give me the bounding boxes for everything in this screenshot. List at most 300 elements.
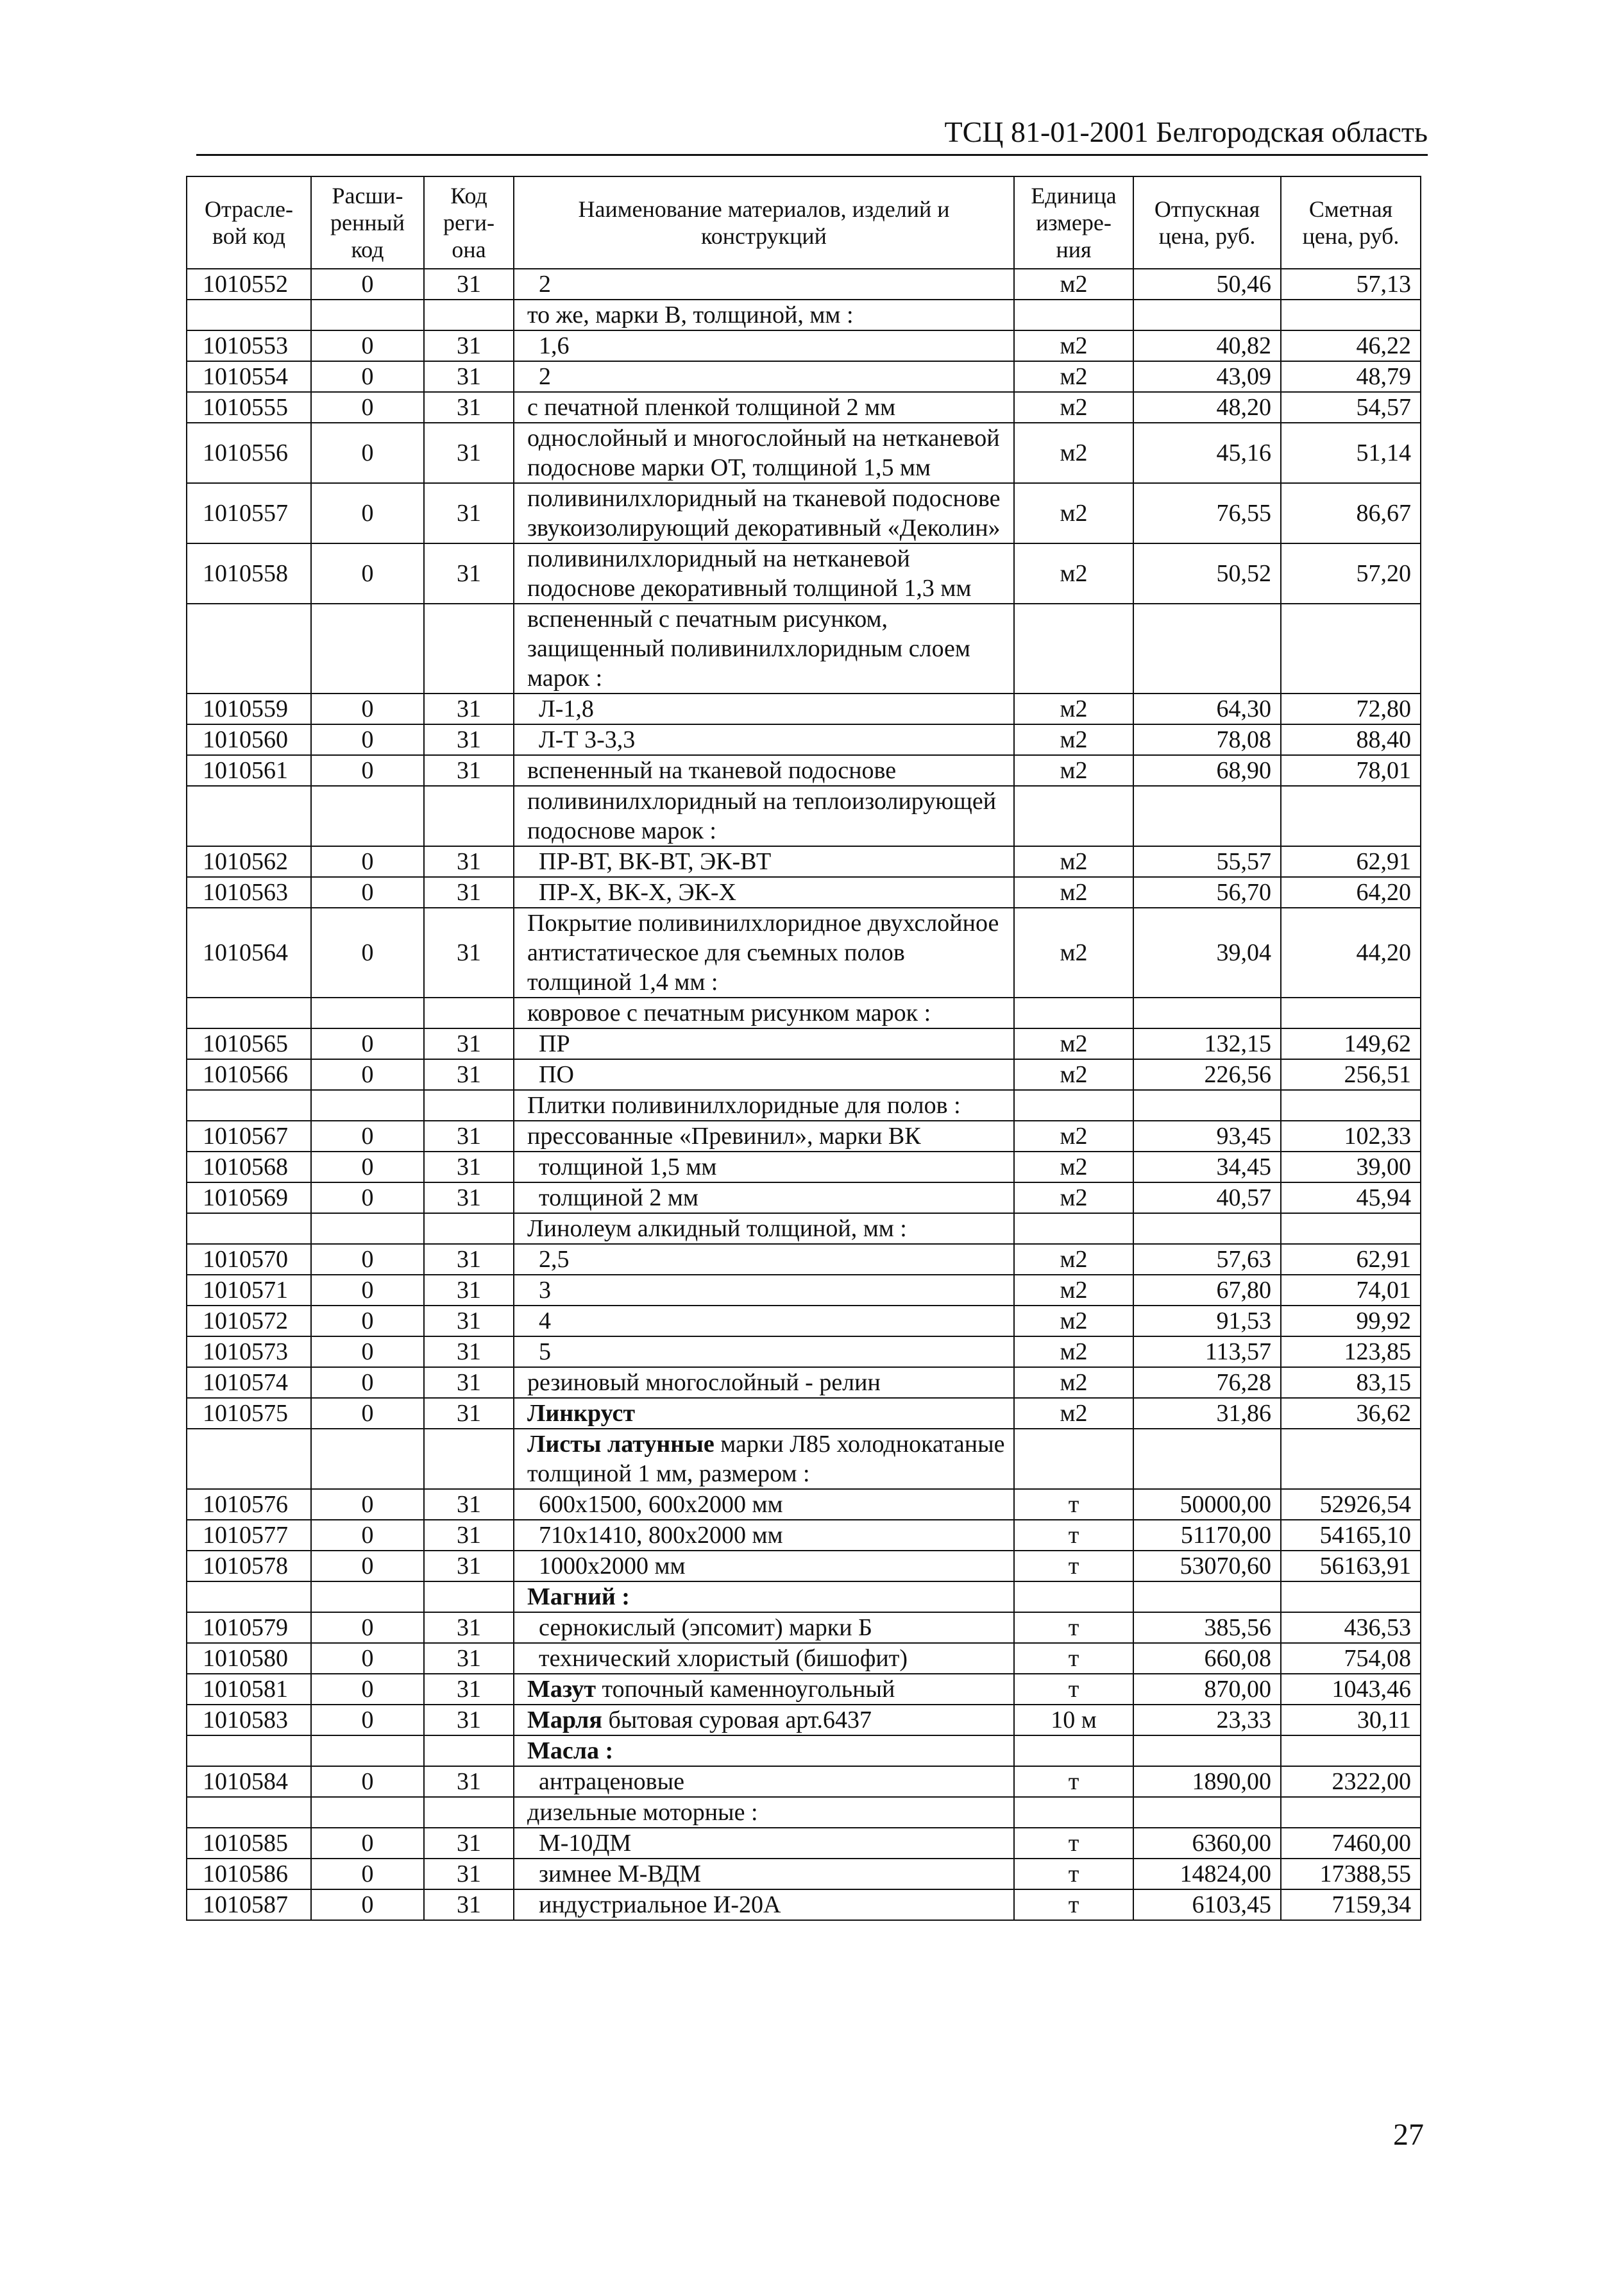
table-header-row <box>187 176 1421 269</box>
cell-release-price <box>1133 1213 1281 1244</box>
cell-extended-code: 0 <box>311 330 424 361</box>
cell-region-code: 31 <box>424 1766 514 1797</box>
cell-name: 2,5 <box>514 1244 1014 1275</box>
cell-name-bold: Листы латунные <box>527 1431 715 1458</box>
cell-extended-code <box>311 1090 424 1121</box>
cell-extended-code: 0 <box>311 1489 424 1520</box>
cell-unit: м2 <box>1014 1182 1133 1213</box>
table-row <box>187 724 1421 755</box>
cell-extended-code: 0 <box>311 1674 424 1705</box>
cell-unit: т <box>1014 1551 1133 1581</box>
cell-estimate-price <box>1281 604 1421 694</box>
cell-release-price: 226,56 <box>1133 1059 1281 1090</box>
cell-estimate-price: 754,08 <box>1281 1643 1421 1674</box>
table-row <box>187 269 1421 300</box>
cell-name: 2 <box>514 361 1014 392</box>
table-row <box>187 1429 1421 1489</box>
cell-unit: м2 <box>1014 392 1133 423</box>
cell-code <box>187 1581 311 1612</box>
cell-extended-code: 0 <box>311 1551 424 1581</box>
cell-code: 1010559 <box>187 694 311 724</box>
cell-unit: м2 <box>1014 724 1133 755</box>
cell-region-code: 31 <box>424 1367 514 1398</box>
cell-name-rest: бытовая суровая арт.6437 <box>602 1707 872 1733</box>
cell-unit: т <box>1014 1612 1133 1643</box>
table-row <box>187 604 1421 694</box>
cell-name: 1000х2000 мм <box>514 1551 1014 1581</box>
cell-release-price <box>1133 1429 1281 1489</box>
cell-estimate-price: 78,01 <box>1281 755 1421 786</box>
table-row <box>187 1059 1421 1090</box>
cell-name: ПР <box>514 1028 1014 1059</box>
table-row <box>187 1213 1421 1244</box>
cell-unit <box>1014 1213 1133 1244</box>
table-row <box>187 998 1421 1028</box>
table-row <box>187 361 1421 392</box>
table-row <box>187 1735 1421 1766</box>
cell-extended-code: 0 <box>311 1152 424 1182</box>
cell-code <box>187 1797 311 1828</box>
cell-unit: м2 <box>1014 1275 1133 1306</box>
cell-release-price <box>1133 604 1281 694</box>
cell-code: 1010573 <box>187 1336 311 1367</box>
cell-code: 1010558 <box>187 543 311 604</box>
cell-unit <box>1014 786 1133 846</box>
cell-name: вспененный на тканевой подоснове <box>514 755 1014 786</box>
cell-release-price: 40,82 <box>1133 330 1281 361</box>
cell-region-code: 31 <box>424 361 514 392</box>
cell-release-price <box>1133 786 1281 846</box>
cell-name-bold: Мазут <box>527 1676 596 1703</box>
cell-estimate-price: 54,57 <box>1281 392 1421 423</box>
cell-extended-code: 0 <box>311 1828 424 1859</box>
table-row <box>187 1028 1421 1059</box>
cell-name: ковровое с печатным рисунком марок : <box>514 998 1014 1028</box>
cell-unit: м2 <box>1014 1152 1133 1182</box>
cell-estimate-price: 99,92 <box>1281 1306 1421 1336</box>
cell-name: резиновый многослойный - релин <box>514 1367 1014 1398</box>
cell-code: 1010586 <box>187 1859 311 1889</box>
table-row <box>187 755 1421 786</box>
cell-region-code: 31 <box>424 724 514 755</box>
table-row <box>187 1398 1421 1429</box>
column-header-release-price: Отпускная цена, руб. <box>1133 176 1281 269</box>
cell-name: то же, марки В, толщиной, мм : <box>514 300 1014 330</box>
cell-extended-code: 0 <box>311 392 424 423</box>
cell-unit: м2 <box>1014 1059 1133 1090</box>
cell-unit: т <box>1014 1766 1133 1797</box>
cell-release-price <box>1133 998 1281 1028</box>
cell-estimate-price: 7460,00 <box>1281 1828 1421 1859</box>
cell-estimate-price: 88,40 <box>1281 724 1421 755</box>
cell-code <box>187 300 311 330</box>
cell-release-price: 40,57 <box>1133 1182 1281 1213</box>
cell-code <box>187 786 311 846</box>
cell-code: 1010576 <box>187 1489 311 1520</box>
cell-code <box>187 1735 311 1766</box>
table-row <box>187 1520 1421 1551</box>
cell-name <box>514 1429 1014 1489</box>
cell-name: дизельные моторные : <box>514 1797 1014 1828</box>
cell-release-price: 39,04 <box>1133 908 1281 998</box>
cell-unit <box>1014 604 1133 694</box>
cell-estimate-price <box>1281 1213 1421 1244</box>
cell-name-bold: Линкруст <box>527 1400 635 1427</box>
cell-name: Плитки поливинилхлоридные для полов : <box>514 1090 1014 1121</box>
cell-release-price: 6360,00 <box>1133 1828 1281 1859</box>
cell-name-bold: Масла : <box>527 1737 614 1764</box>
table-row <box>187 1766 1421 1797</box>
cell-region-code: 31 <box>424 755 514 786</box>
cell-estimate-price: 74,01 <box>1281 1275 1421 1306</box>
cell-extended-code: 0 <box>311 1059 424 1090</box>
cell-estimate-price <box>1281 1797 1421 1828</box>
cell-extended-code: 0 <box>311 423 424 483</box>
cell-release-price: 660,08 <box>1133 1643 1281 1674</box>
cell-estimate-price: 51,14 <box>1281 423 1421 483</box>
cell-region-code <box>424 604 514 694</box>
cell-unit <box>1014 1090 1133 1121</box>
cell-code: 1010584 <box>187 1766 311 1797</box>
cell-code: 1010566 <box>187 1059 311 1090</box>
cell-extended-code: 0 <box>311 1643 424 1674</box>
cell-name <box>514 1398 1014 1429</box>
table-row <box>187 1367 1421 1398</box>
cell-release-price: 68,90 <box>1133 755 1281 786</box>
table-row <box>187 846 1421 877</box>
page-number: 27 <box>1393 2118 1424 2152</box>
cell-estimate-price: 45,94 <box>1281 1182 1421 1213</box>
table-row <box>187 392 1421 423</box>
cell-extended-code: 0 <box>311 724 424 755</box>
cell-region-code: 31 <box>424 1028 514 1059</box>
cell-name-bold: Магний : <box>527 1583 630 1610</box>
cell-unit <box>1014 300 1133 330</box>
cell-name: 3 <box>514 1275 1014 1306</box>
cell-name: однослойный и многослойный на нетканевой подоснове марки ОТ, толщиной 1,5 мм <box>514 423 1014 483</box>
cell-code: 1010579 <box>187 1612 311 1643</box>
cell-code: 1010583 <box>187 1705 311 1735</box>
cell-code: 1010574 <box>187 1367 311 1398</box>
cell-name: ПР-ВТ, ВК-ВТ, ЭК-ВТ <box>514 846 1014 877</box>
cell-name: индустриальное И-20А <box>514 1889 1014 1920</box>
cell-region-code: 31 <box>424 1828 514 1859</box>
cell-code: 1010569 <box>187 1182 311 1213</box>
cell-name: с печатной пленкой толщиной 2 мм <box>514 392 1014 423</box>
cell-extended-code <box>311 1735 424 1766</box>
cell-estimate-price: 48,79 <box>1281 361 1421 392</box>
cell-code: 1010563 <box>187 877 311 908</box>
cell-unit: м2 <box>1014 1367 1133 1398</box>
table-row <box>187 330 1421 361</box>
cell-name: ПР-Х, ВК-Х, ЭК-Х <box>514 877 1014 908</box>
cell-extended-code: 0 <box>311 361 424 392</box>
cell-estimate-price: 2322,00 <box>1281 1766 1421 1797</box>
cell-name: 2 <box>514 269 1014 300</box>
cell-release-price: 57,63 <box>1133 1244 1281 1275</box>
column-header-extended-code: Расши-ренный код <box>311 176 424 269</box>
cell-extended-code: 0 <box>311 1028 424 1059</box>
cell-extended-code: 0 <box>311 1520 424 1551</box>
cell-name <box>514 1705 1014 1735</box>
cell-code: 1010585 <box>187 1828 311 1859</box>
cell-release-price: 1890,00 <box>1133 1766 1281 1797</box>
table-row <box>187 1674 1421 1705</box>
cell-extended-code: 0 <box>311 1705 424 1735</box>
cell-extended-code: 0 <box>311 543 424 604</box>
cell-code: 1010555 <box>187 392 311 423</box>
cell-code: 1010565 <box>187 1028 311 1059</box>
cell-extended-code <box>311 1797 424 1828</box>
cell-region-code: 31 <box>424 269 514 300</box>
table-row <box>187 1121 1421 1152</box>
cell-region-code <box>424 1090 514 1121</box>
cell-release-price: 55,57 <box>1133 846 1281 877</box>
cell-name-rest: марки Л85 холоднокатаные толщиной 1 мм, размером : <box>527 1431 1005 1487</box>
cell-extended-code: 0 <box>311 1612 424 1643</box>
table-row <box>187 1152 1421 1182</box>
cell-region-code: 31 <box>424 1121 514 1152</box>
cell-code: 1010575 <box>187 1398 311 1429</box>
cell-release-price <box>1133 1090 1281 1121</box>
cell-name: зимнее М-ВДМ <box>514 1859 1014 1889</box>
cell-release-price: 23,33 <box>1133 1705 1281 1735</box>
cell-region-code: 31 <box>424 1398 514 1429</box>
cell-unit: т <box>1014 1828 1133 1859</box>
cell-region-code: 31 <box>424 1889 514 1920</box>
cell-unit: т <box>1014 1859 1133 1889</box>
cell-unit: м2 <box>1014 908 1133 998</box>
cell-region-code <box>424 998 514 1028</box>
cell-release-price: 51170,00 <box>1133 1520 1281 1551</box>
cell-release-price: 34,45 <box>1133 1152 1281 1182</box>
cell-code: 1010557 <box>187 483 311 543</box>
cell-code: 1010578 <box>187 1551 311 1581</box>
cell-estimate-price: 102,33 <box>1281 1121 1421 1152</box>
cell-region-code <box>424 1797 514 1828</box>
cell-release-price <box>1133 1797 1281 1828</box>
cell-unit: м2 <box>1014 755 1133 786</box>
cell-extended-code: 0 <box>311 1367 424 1398</box>
cell-name <box>514 1735 1014 1766</box>
cell-release-price <box>1133 1735 1281 1766</box>
cell-region-code <box>424 786 514 846</box>
cell-name-rest: топочный каменноугольный <box>596 1676 895 1703</box>
table-row <box>187 1489 1421 1520</box>
cell-name: Покрытие поливинилхлоридное двухслойное антистатическое для съемных полов толщиной 1,4 мм : <box>514 908 1014 998</box>
table-row <box>187 483 1421 543</box>
cell-code <box>187 1090 311 1121</box>
cell-name: толщиной 1,5 мм <box>514 1152 1014 1182</box>
cell-name: сернокислый (эпсомит) марки Б <box>514 1612 1014 1643</box>
cell-region-code: 31 <box>424 1182 514 1213</box>
cell-code <box>187 998 311 1028</box>
cell-extended-code: 0 <box>311 908 424 998</box>
cell-code <box>187 604 311 694</box>
cell-region-code: 31 <box>424 1674 514 1705</box>
cell-estimate-price: 436,53 <box>1281 1612 1421 1643</box>
cell-unit: м2 <box>1014 1306 1133 1336</box>
cell-estimate-price: 44,20 <box>1281 908 1421 998</box>
cell-estimate-price: 62,91 <box>1281 1244 1421 1275</box>
cell-release-price: 64,30 <box>1133 694 1281 724</box>
cell-name <box>514 1581 1014 1612</box>
cell-name <box>514 1674 1014 1705</box>
cell-estimate-price <box>1281 1735 1421 1766</box>
cell-estimate-price: 57,13 <box>1281 269 1421 300</box>
table-row <box>187 786 1421 846</box>
cell-extended-code <box>311 1213 424 1244</box>
cell-name: 1,6 <box>514 330 1014 361</box>
cell-release-price: 6103,45 <box>1133 1889 1281 1920</box>
table-row <box>187 423 1421 483</box>
cell-unit: м2 <box>1014 423 1133 483</box>
cell-unit: м2 <box>1014 361 1133 392</box>
cell-code: 1010552 <box>187 269 311 300</box>
cell-name: технический хлористый (бишофит) <box>514 1643 1014 1674</box>
cell-name: антраценовые <box>514 1766 1014 1797</box>
column-header-code: Отрасле-вой код <box>187 176 311 269</box>
cell-region-code: 31 <box>424 330 514 361</box>
table-row <box>187 543 1421 604</box>
cell-release-price: 385,56 <box>1133 1612 1281 1643</box>
table-row <box>187 1306 1421 1336</box>
cell-region-code: 31 <box>424 877 514 908</box>
cell-code: 1010556 <box>187 423 311 483</box>
cell-unit: м2 <box>1014 1398 1133 1429</box>
cell-estimate-price: 1043,46 <box>1281 1674 1421 1705</box>
cell-region-code <box>424 1735 514 1766</box>
cell-code: 1010553 <box>187 330 311 361</box>
table-row <box>187 1705 1421 1735</box>
cell-code: 1010554 <box>187 361 311 392</box>
cell-region-code <box>424 1429 514 1489</box>
cell-estimate-price <box>1281 300 1421 330</box>
cell-region-code: 31 <box>424 694 514 724</box>
cell-unit: м2 <box>1014 694 1133 724</box>
cell-estimate-price: 149,62 <box>1281 1028 1421 1059</box>
cell-release-price: 76,28 <box>1133 1367 1281 1398</box>
cell-estimate-price: 57,20 <box>1281 543 1421 604</box>
cell-unit: м2 <box>1014 330 1133 361</box>
cell-extended-code: 0 <box>311 1398 424 1429</box>
cell-release-price: 91,53 <box>1133 1306 1281 1336</box>
cell-code: 1010568 <box>187 1152 311 1182</box>
cell-extended-code: 0 <box>311 846 424 877</box>
cell-estimate-price <box>1281 1581 1421 1612</box>
cell-code: 1010567 <box>187 1121 311 1152</box>
cell-release-price: 31,86 <box>1133 1398 1281 1429</box>
cell-unit: м2 <box>1014 483 1133 543</box>
cell-release-price: 50,52 <box>1133 543 1281 604</box>
cell-extended-code: 0 <box>311 694 424 724</box>
column-header-region-code: Код реги-она <box>424 176 514 269</box>
cell-estimate-price <box>1281 998 1421 1028</box>
column-header-estimate-price: Сметная цена, руб. <box>1281 176 1421 269</box>
table-row <box>187 1859 1421 1889</box>
cell-release-price: 14824,00 <box>1133 1859 1281 1889</box>
cell-extended-code: 0 <box>311 1275 424 1306</box>
cell-name: 710х1410, 800х2000 мм <box>514 1520 1014 1551</box>
cell-unit <box>1014 1797 1133 1828</box>
cell-region-code: 31 <box>424 1244 514 1275</box>
table-row <box>187 1275 1421 1306</box>
cell-release-price: 67,80 <box>1133 1275 1281 1306</box>
cell-region-code <box>424 1213 514 1244</box>
price-table <box>186 176 1421 1921</box>
cell-unit: м2 <box>1014 1028 1133 1059</box>
cell-name: Л-Т 3-3,3 <box>514 724 1014 755</box>
cell-release-price: 45,16 <box>1133 423 1281 483</box>
table-row <box>187 1889 1421 1920</box>
cell-unit <box>1014 998 1133 1028</box>
cell-unit: м2 <box>1014 1244 1133 1275</box>
cell-estimate-price: 46,22 <box>1281 330 1421 361</box>
cell-name: ПО <box>514 1059 1014 1090</box>
cell-region-code: 31 <box>424 483 514 543</box>
cell-release-price: 48,20 <box>1133 392 1281 423</box>
cell-code: 1010570 <box>187 1244 311 1275</box>
cell-unit: т <box>1014 1643 1133 1674</box>
cell-code: 1010580 <box>187 1643 311 1674</box>
cell-extended-code <box>311 1429 424 1489</box>
cell-region-code <box>424 1581 514 1612</box>
cell-estimate-price: 72,80 <box>1281 694 1421 724</box>
cell-region-code: 31 <box>424 1152 514 1182</box>
cell-code: 1010562 <box>187 846 311 877</box>
cell-code: 1010560 <box>187 724 311 755</box>
table-row <box>187 694 1421 724</box>
cell-estimate-price: 256,51 <box>1281 1059 1421 1090</box>
cell-name: 5 <box>514 1336 1014 1367</box>
cell-name: 600х1500, 600х2000 мм <box>514 1489 1014 1520</box>
cell-region-code <box>424 300 514 330</box>
cell-release-price: 50,46 <box>1133 269 1281 300</box>
cell-release-price: 43,09 <box>1133 361 1281 392</box>
cell-region-code: 31 <box>424 1643 514 1674</box>
cell-region-code: 31 <box>424 1489 514 1520</box>
cell-extended-code: 0 <box>311 1244 424 1275</box>
cell-region-code: 31 <box>424 1336 514 1367</box>
table-row <box>187 300 1421 330</box>
cell-estimate-price: 123,85 <box>1281 1336 1421 1367</box>
cell-extended-code <box>311 300 424 330</box>
cell-code <box>187 1429 311 1489</box>
cell-extended-code: 0 <box>311 1889 424 1920</box>
cell-estimate-price: 64,20 <box>1281 877 1421 908</box>
cell-release-price: 113,57 <box>1133 1336 1281 1367</box>
cell-extended-code: 0 <box>311 269 424 300</box>
cell-release-price <box>1133 1581 1281 1612</box>
cell-region-code: 31 <box>424 392 514 423</box>
cell-extended-code <box>311 998 424 1028</box>
cell-estimate-price: 83,15 <box>1281 1367 1421 1398</box>
table-row <box>187 1612 1421 1643</box>
table-row <box>187 1182 1421 1213</box>
cell-estimate-price: 7159,34 <box>1281 1889 1421 1920</box>
cell-region-code: 31 <box>424 423 514 483</box>
cell-release-price: 93,45 <box>1133 1121 1281 1152</box>
cell-extended-code: 0 <box>311 483 424 543</box>
cell-extended-code: 0 <box>311 1182 424 1213</box>
cell-unit: т <box>1014 1674 1133 1705</box>
cell-estimate-price: 17388,55 <box>1281 1859 1421 1889</box>
cell-unit: т <box>1014 1889 1133 1920</box>
cell-unit: т <box>1014 1520 1133 1551</box>
cell-extended-code: 0 <box>311 1306 424 1336</box>
cell-estimate-price <box>1281 1429 1421 1489</box>
cell-extended-code <box>311 786 424 846</box>
